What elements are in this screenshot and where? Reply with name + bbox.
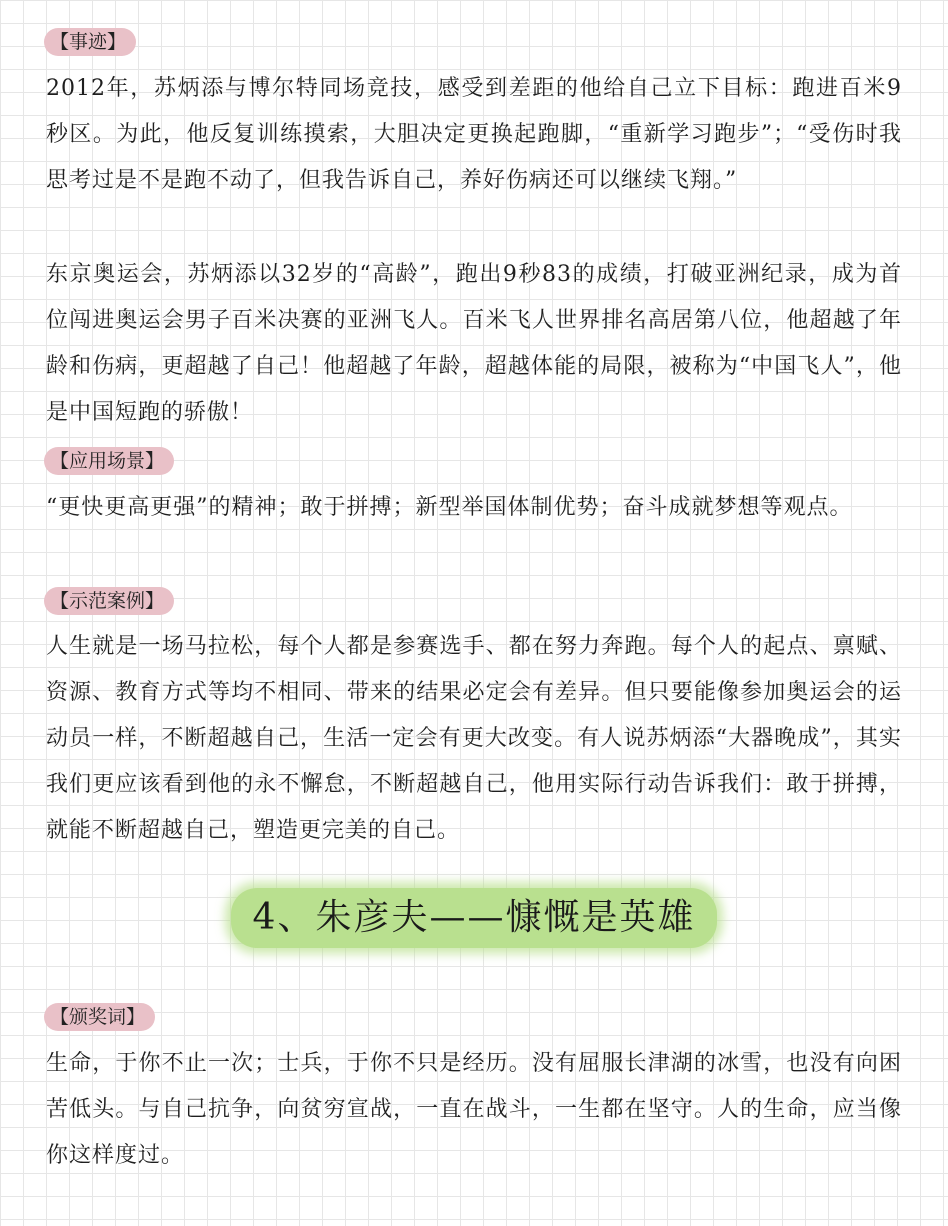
tag-example: 【示范案例】 (44, 587, 174, 615)
award-paragraph: 生命，于你不止一次；士兵，于你不只是经历。没有屈服长津湖的冰雪，也没有向困苦低头。与自己抗争，向贫穷宣战，一直在战斗，一生都在坚守。人的生命，应当像你这样度过。 (46, 1051, 902, 1168)
deeds-paragraph-1: 2012年，苏炳添与博尔特同场竞技，感受到差距的他给自己立下目标：跑进百米9秒区。为此，他反复训练摸索，大胆决定更换起跑脚，“重新学习跑步”；“受伤时我思考过是不是跑不动了，但我告诉自己，养好伤病还可以继续飞翔。” (46, 76, 902, 193)
tag-scenario: 【应用场景】 (44, 447, 174, 475)
section-heading: 4、朱彦夫——慷慨是英雄 (231, 888, 718, 948)
example-paragraph: 人生就是一场马拉松，每个人都是参赛选手、都在努力奔跑。每个人的起点、禀赋、资源、教育方式等均不相同、带来的结果必定会有差异。但只要能像参加奥运会的运动员一样，不断超越自己，生活一定会有更大改变。有人说苏炳添“大器晚成”，其实我们更应该看到他的永不懈怠，不断超越自己，他用实际行动告诉我们：敢于拼搏，就能不断超越自己，塑造更完美的自己。 (46, 634, 902, 843)
section-heading-wrap (0, 888, 948, 948)
tag-deeds: 【事迹】 (44, 28, 136, 56)
tag-award: 【颁奖词】 (44, 1003, 155, 1031)
deeds-paragraph-2: 东京奥运会，苏炳添以32岁的“高龄”，跑出9秒83的成绩，打破亚洲纪录，成为首位闯进奥运会男子百米决赛的亚洲飞人。百米飞人世界排名高居第八位，他超越了年龄和伤病，更超越了自己！他超越了年龄，超越体能的局限，被称为“中国飞人”，他是中国短跑的骄傲！ (46, 262, 902, 425)
scenario-paragraph: “更快更高更强”的精神；敢于拼搏；新型举国体制优势；奋斗成就梦想等观点。 (46, 495, 853, 520)
